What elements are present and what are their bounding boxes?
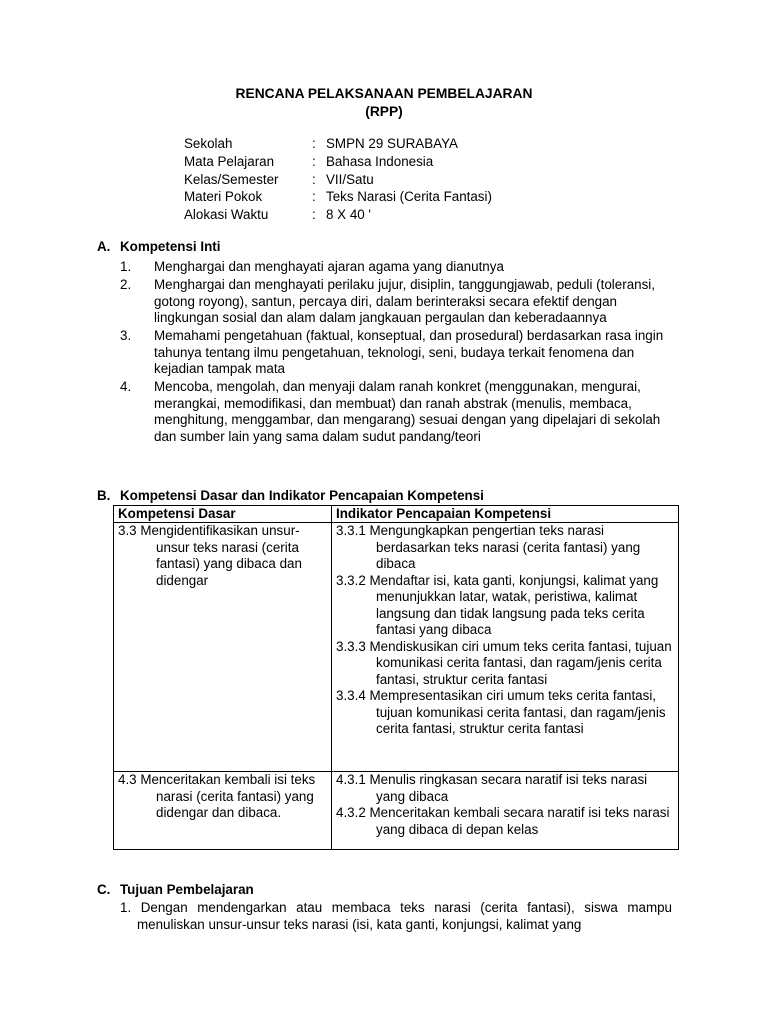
info-row-materi-pokok [184,189,492,207]
info-value: Bahasa Indonesia [326,153,434,169]
info-separator: : [312,207,316,223]
section-c-heading [97,882,254,899]
info-row-sekolah [184,136,492,154]
info-separator: : [312,136,316,151]
info-separator: : [312,153,316,169]
section-b-heading [97,488,484,505]
table-cell [332,523,679,772]
info-row-kelas-semester [184,172,492,190]
info-value: 8 X 40 ' [326,207,371,223]
section-a-heading [97,239,220,256]
info-label: Alokasi Waktu [184,207,269,223]
indicator-item: 4.3.2 Menceritakan kembali secara naratif isi teks narasi yang dibaca di depan kelas [336,805,670,837]
list-number: 2. [120,277,132,292]
table-cell [114,523,332,772]
kompetensi-inti-list [120,259,680,447]
list-text: Menghargai dan menghayati perilaku jujur, disiplin, tanggungjawab, peduli (toleransi, gotong royong), santun, percaya diri, dalam berinteraksi secara efektif dengan lingkungan sosial dan alam dalam jangkauan pergaulan dan keberadaannya [154,277,655,325]
table-row [114,772,679,850]
list-number: 3. [120,328,132,343]
identity-block [184,136,492,225]
info-label: Mata Pelajaran [184,153,275,169]
kd-text: 4.3 Menceritakan kembali isi teks narasi (cerita fantasi) yang didengar dan dibaca. [118,772,316,820]
indicator-item: 3.3.4 Mempresentasikan ciri umum teks cerita fantasi, tujuan komunikasi cerita fantasi, dan ragam/jenis cerita fantasi, struktur cerita fantasi [336,688,666,736]
section-letter: A. [97,239,111,254]
indicator-item: 3.3.3 Mendiskusikan ciri umum teks cerita fantasi, tujuan komunikasi cerita fantasi, dan ragam/jenis cerita fantasi, struktur cerita fantasi [336,638,672,687]
list-item: 1. Dengan mendengarkan atau membaca teks narasi (cerita fantasi), siswa mampu menuliskan unsur-unsur teks narasi (isi, kata ganti, konjungsi, kalimat yang [120,900,672,932]
info-separator: : [312,171,316,187]
list-number: 4. [120,379,132,394]
kompetensi-table [113,505,679,850]
kd-text: 3.3 Mengidentifikasikan unsur-unsur teks narasi (cerita fantasi) yang dibaca dan didengar [118,523,302,588]
list-text: Memahami pengetahuan (faktual, konseptual, dan prosedural) berdasarkan rasa ingin tahunya tentang ilmu pengetahuan, teknologi, seni, budaya terkait fenomena dan kejadian tampak mata [154,328,664,376]
tujuan-list [120,900,672,933]
list-text: Mencoba, mengolah, dan menyaji dalam ranah konkret (menggunakan, mengurai, merangkai, memodifikasi, dan membuat) dan ranah abstrak (menulis, membaca, menghitung, menggambar, dan mengarang) sesuai dengan yang dipelajari di sekolah dan sumber lain yang sama dalam sudut pandang/teori [154,379,661,444]
info-label: Materi Pokok [184,189,263,205]
column-header-indikator: Indikator Pencapaian Kompetensi [332,506,679,523]
table-cell [114,772,332,850]
document-subtitle: (RPP) [365,104,403,119]
list-number: 1. [120,259,132,274]
section-letter: C. [97,882,111,897]
indicator-item: 4.3.1 Menulis ringkasan secara naratif isi teks narasi yang dibaca [336,772,648,804]
info-row-mata-pelajaran [184,154,492,172]
section-title: Kompetensi Inti [120,239,221,254]
list-item [120,277,680,327]
document-title: RENCANA PELAKSANAAN PEMBELAJARAN [235,86,533,101]
section-title: Kompetensi Dasar dan Indikator Pencapaian Kompetensi [120,488,484,503]
info-separator: : [312,189,316,205]
list-item [120,379,680,445]
table-header-row [114,506,679,523]
column-header-kompetensi-dasar: Kompetensi Dasar [114,506,332,523]
section-title: Tujuan Pembelajaran [120,882,254,897]
section-letter: B. [97,488,111,503]
info-label: Kelas/Semester [184,171,279,187]
info-value: Teks Narasi (Cerita Fantasi) [326,189,492,205]
indicator-item: 3.3.1 Mengungkapkan pengertian teks narasi berdasarkan teks narasi (cerita fantasi) yang dibaca [336,523,641,571]
table-row [114,523,679,772]
info-value: VII/Satu [326,171,374,187]
info-value: SMPN 29 SURABAYA [326,136,458,151]
info-row-alokasi-waktu [184,207,492,225]
list-text: Menghargai dan menghayati ajaran agama yang dianutnya [154,259,504,274]
list-item [120,328,680,378]
table-cell [332,772,679,850]
info-label: Sekolah [184,136,233,151]
indicator-item: 3.3.2 Mendaftar isi, kata ganti, konjungsi, kalimat yang menunjukkan latar, watak, peristiwa, kalimat langsung dan tidak langsung pada teks cerita fantasi yang dibaca [336,572,659,637]
list-item [120,259,680,276]
